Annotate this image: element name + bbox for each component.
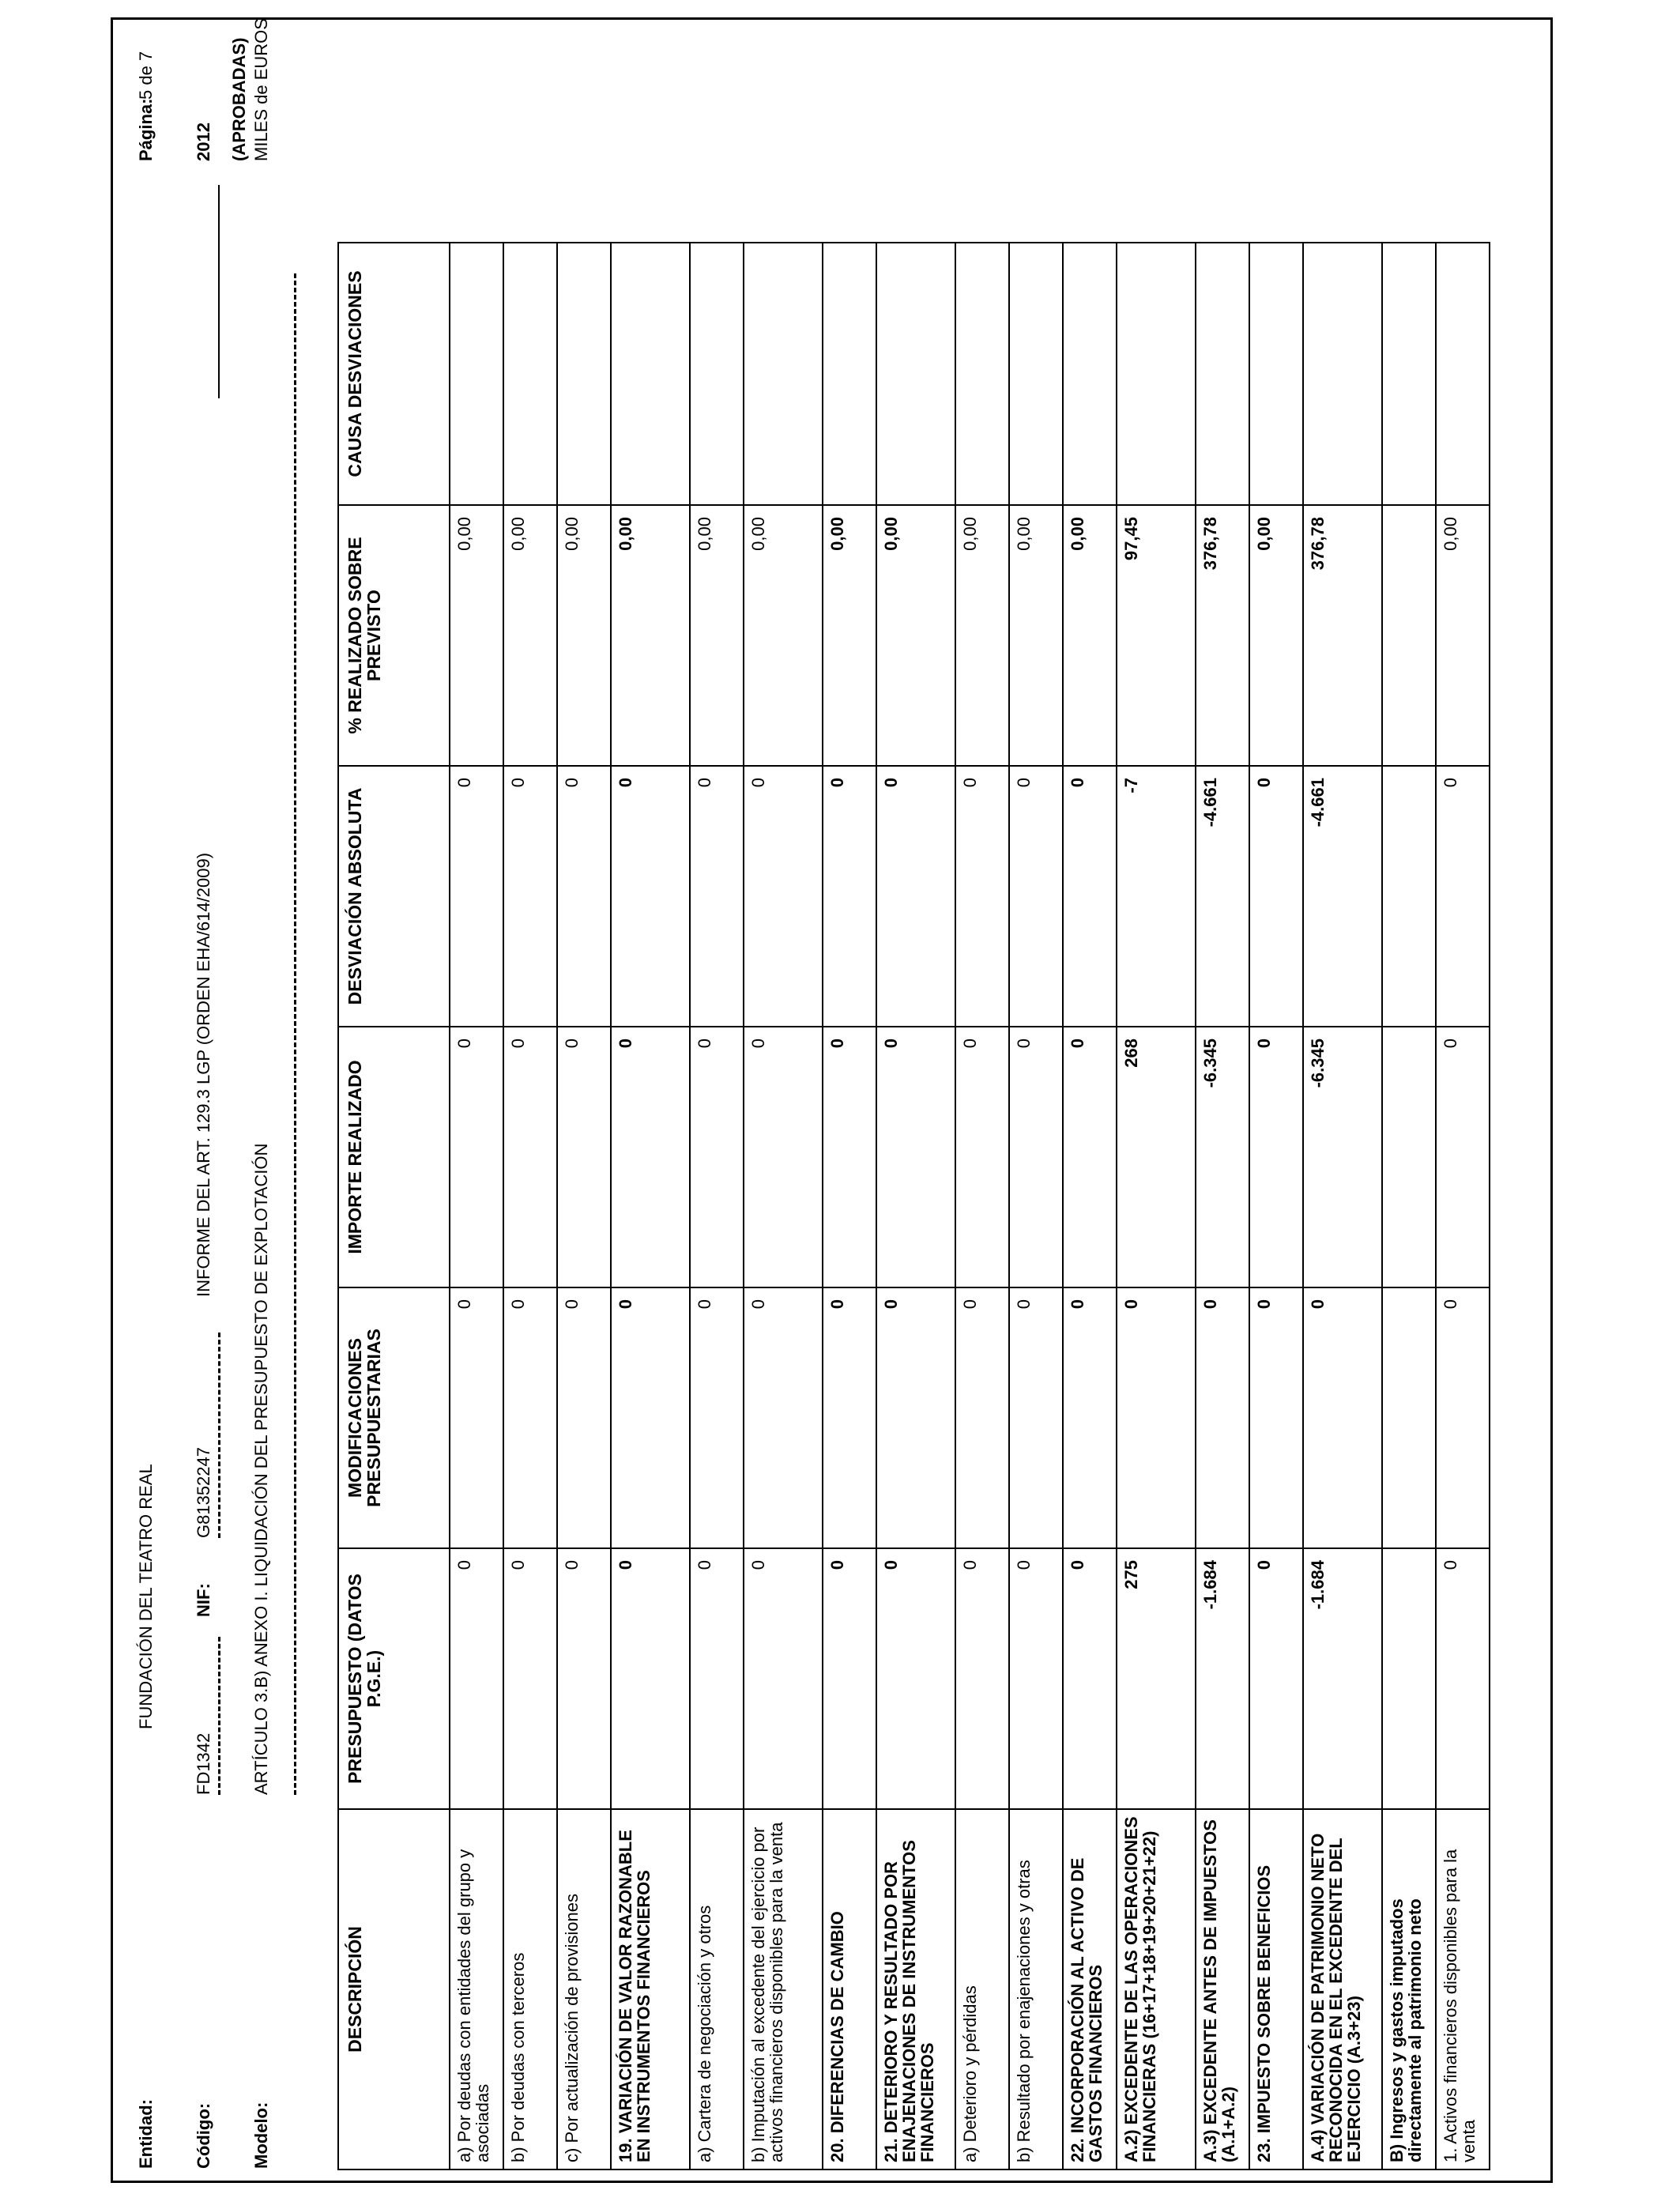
- table-row: [955, 243, 1009, 2169]
- row-causa: [955, 243, 1009, 505]
- row-desviacion: 0: [557, 766, 611, 1027]
- row-causa: [876, 243, 955, 505]
- header-porcentaje: % REALIZADO SOBRE PREVISTO: [338, 505, 450, 766]
- row-modificaciones: 0: [1196, 1287, 1249, 1548]
- modelo-value: ARTÍCULO 3.B) ANEXO I. LIQUIDACIÓN DEL PRESUPUESTO DE EXPLOTACIÓN: [251, 1143, 271, 1795]
- entidad-value: FUNDACIÓN DEL TEATRO REAL: [136, 1464, 156, 1729]
- row-desviacion: 0: [1063, 766, 1117, 1027]
- year-value: 2012: [194, 123, 213, 161]
- row-modificaciones: 0: [744, 1287, 823, 1548]
- row-description: b) Resultado por enajenaciones y otras: [1009, 1809, 1063, 2169]
- row-importe: 0: [1063, 1027, 1117, 1287]
- row-modificaciones: 0: [1063, 1287, 1117, 1548]
- header-causa: CAUSA DESVIACIONES: [338, 243, 450, 505]
- row-importe: 0: [1009, 1027, 1063, 1287]
- row-presupuesto: 0: [611, 1548, 690, 1809]
- row-presupuesto: 0: [823, 1548, 876, 1809]
- table-row: [1117, 243, 1196, 2169]
- row-presupuesto: 0: [450, 1548, 503, 1809]
- row-porcentaje: 97,45: [1117, 505, 1196, 766]
- table-row: [876, 243, 955, 2169]
- row-presupuesto: 0: [876, 1548, 955, 1809]
- row-presupuesto: 0: [1249, 1548, 1303, 1809]
- row-modificaciones: 0: [1436, 1287, 1490, 1548]
- row-desviacion: 0: [450, 766, 503, 1027]
- row-description: 1. Activos financieros disponibles para la venta: [1436, 1809, 1490, 2169]
- row-modificaciones: 0: [876, 1287, 955, 1548]
- row-presupuesto: -1.684: [1196, 1548, 1249, 1809]
- row-porcentaje: 0,00: [690, 505, 744, 766]
- row-porcentaje: 0,00: [744, 505, 823, 766]
- row-causa: [1063, 243, 1117, 505]
- row-presupuesto: 0: [1063, 1548, 1117, 1809]
- informe-title: INFORME DEL ART. 129.3 LGP (ORDEN EHA/614/2009): [194, 852, 213, 1297]
- row-desviacion: 0: [1249, 766, 1303, 1027]
- row-causa: [1117, 243, 1196, 505]
- row-porcentaje: 0,00: [611, 505, 690, 766]
- row-causa: [1196, 243, 1249, 505]
- pagina-label: Página:: [136, 98, 156, 161]
- codigo-label: Código:: [194, 2102, 213, 2169]
- row-importe: 0: [450, 1027, 503, 1287]
- row-presupuesto: 0: [503, 1548, 557, 1809]
- row-porcentaje: 0,00: [1436, 505, 1490, 766]
- row-causa: [744, 243, 823, 505]
- row-presupuesto: 0: [690, 1548, 744, 1809]
- row-porcentaje: 0,00: [1009, 505, 1063, 766]
- row-desviacion: 0: [955, 766, 1009, 1027]
- nif-label: NIF:: [194, 1583, 213, 1617]
- row-causa: [1009, 243, 1063, 505]
- row-causa: [823, 243, 876, 505]
- row-description: B) Ingresos y gastos imputados directamente al patrimonio neto: [1382, 1809, 1436, 2169]
- row-causa: [450, 243, 503, 505]
- row-description: a) Por deudas con entidades del grupo y asociadas: [450, 1809, 503, 2169]
- row-porcentaje: 0,00: [503, 505, 557, 766]
- row-desviacion: -4.661: [1196, 766, 1249, 1027]
- row-modificaciones: 0: [557, 1287, 611, 1548]
- header-desviacion: DESVIACIÓN ABSOLUTA: [338, 766, 450, 1027]
- row-modificaciones: 0: [1009, 1287, 1063, 1548]
- row-importe: 0: [557, 1027, 611, 1287]
- row-importe: 0: [823, 1027, 876, 1287]
- row-modificaciones: 0: [1249, 1287, 1303, 1548]
- row-presupuesto: [1382, 1548, 1436, 1809]
- row-desviacion: 0: [1009, 766, 1063, 1027]
- row-porcentaje: [1382, 505, 1436, 766]
- row-porcentaje: 376,78: [1303, 505, 1382, 766]
- row-modificaciones: 0: [503, 1287, 557, 1548]
- modelo-underline: [294, 273, 296, 1795]
- modelo-label: Modelo:: [251, 2102, 271, 2169]
- row-importe: -6.345: [1196, 1027, 1249, 1287]
- aprobadas-label: (APROBADAS): [229, 37, 249, 161]
- units-label: MILES de EUROS: [251, 18, 271, 161]
- codigo-underline: [218, 1637, 220, 1795]
- row-description: a) Cartera de negociación y otros: [690, 1809, 744, 2169]
- row-porcentaje: 0,00: [955, 505, 1009, 766]
- row-description: b) Imputación al excedente del ejercicio por activos financieros disponibles para la venta: [744, 1809, 823, 2169]
- row-desviacion: [1382, 766, 1436, 1027]
- row-modificaciones: [1382, 1287, 1436, 1548]
- table-row: [450, 243, 503, 2169]
- nif-underline: [218, 1333, 220, 1538]
- row-presupuesto: -1.684: [1303, 1548, 1382, 1809]
- row-importe: 0: [690, 1027, 744, 1287]
- table-row: [1436, 243, 1490, 2169]
- row-description: A.2) EXCEDENTE DE LAS OPERACIONES FINANCIERAS (16+17+18+19+20+21+22): [1117, 1809, 1196, 2169]
- row-importe: 0: [876, 1027, 955, 1287]
- row-modificaciones: 0: [1117, 1287, 1196, 1548]
- table-body: [450, 243, 1490, 2169]
- row-porcentaje: 0,00: [450, 505, 503, 766]
- row-importe: 0: [744, 1027, 823, 1287]
- header-descripcion: DESCRIPCIÓN: [338, 1809, 450, 2169]
- row-description: 21. DETERIORO Y RESULTADO POR ENAJENACIONES DE INSTRUMENTOS FINANCIEROS: [876, 1809, 955, 2169]
- row-desviacion: 0: [744, 766, 823, 1027]
- table-row: [503, 243, 557, 2169]
- row-modificaciones: 0: [690, 1287, 744, 1548]
- row-importe: 0: [1436, 1027, 1490, 1287]
- informe-underline: [218, 185, 220, 398]
- row-desviacion: 0: [876, 766, 955, 1027]
- table-row: [1303, 243, 1382, 2169]
- row-desviacion: -7: [1117, 766, 1196, 1027]
- row-causa: [557, 243, 611, 505]
- row-causa: [690, 243, 744, 505]
- row-importe: [1382, 1027, 1436, 1287]
- row-desviacion: 0: [1436, 766, 1490, 1027]
- table-row: [1063, 243, 1117, 2169]
- row-presupuesto: 275: [1117, 1548, 1196, 1809]
- row-presupuesto: 0: [1436, 1548, 1490, 1809]
- row-desviacion: 0: [611, 766, 690, 1027]
- table-row: [1382, 243, 1436, 2169]
- table-row: [611, 243, 690, 2169]
- row-causa: [611, 243, 690, 505]
- row-porcentaje: 0,00: [823, 505, 876, 766]
- table-row: [557, 243, 611, 2169]
- table-row: [1249, 243, 1303, 2169]
- codigo-value: FD1342: [194, 1732, 213, 1795]
- row-description: 19. VARIACIÓN DE VALOR RAZONABLE EN INSTRUMENTOS FINANCIEROS: [611, 1809, 690, 2169]
- entidad-label: Entidad:: [136, 2099, 156, 2169]
- row-porcentaje: 0,00: [1063, 505, 1117, 766]
- row-desviacion: -4.661: [1303, 766, 1382, 1027]
- row-importe: 0: [611, 1027, 690, 1287]
- row-importe: 0: [503, 1027, 557, 1287]
- row-desviacion: 0: [823, 766, 876, 1027]
- pagina-value: 5 de 7: [136, 51, 156, 100]
- row-causa: [503, 243, 557, 505]
- header-importe: IMPORTE REALIZADO: [338, 1027, 450, 1287]
- nif-value: G81352247: [194, 1447, 213, 1538]
- row-causa: [1436, 243, 1490, 505]
- row-modificaciones: 0: [450, 1287, 503, 1548]
- row-porcentaje: 0,00: [876, 505, 955, 766]
- row-causa: [1249, 243, 1303, 505]
- row-causa: [1382, 243, 1436, 505]
- row-desviacion: 0: [690, 766, 744, 1027]
- row-causa: [1303, 243, 1382, 505]
- row-description: a) Deterioro y pérdidas: [955, 1809, 1009, 2169]
- row-modificaciones: 0: [823, 1287, 876, 1548]
- row-description: A.3) EXCEDENTE ANTES DE IMPUESTOS (A.1+A.2): [1196, 1809, 1249, 2169]
- row-desviacion: 0: [503, 766, 557, 1027]
- row-presupuesto: 0: [557, 1548, 611, 1809]
- row-presupuesto: 0: [744, 1548, 823, 1809]
- table-row: [1196, 243, 1249, 2169]
- row-importe: 268: [1117, 1027, 1196, 1287]
- table-row: [1009, 243, 1063, 2169]
- row-description: 22. INCORPORACIÓN AL ACTIVO DE GASTOS FINANCIEROS: [1063, 1809, 1117, 2169]
- row-porcentaje: 0,00: [1249, 505, 1303, 766]
- header-modificaciones: MODIFICACIONES PRESUPUESTARIAS: [338, 1287, 450, 1548]
- row-modificaciones: 0: [955, 1287, 1009, 1548]
- row-description: 23. IMPUESTO SOBRE BENEFICIOS: [1249, 1809, 1303, 2169]
- header-presupuesto: PRESUPUESTO (DATOS P.G.E.): [338, 1548, 450, 1809]
- row-porcentaje: 376,78: [1196, 505, 1249, 766]
- table-row: [823, 243, 876, 2169]
- row-presupuesto: 0: [955, 1548, 1009, 1809]
- row-description: A.4) VARIACIÓN DE PATRIMONIO NETO RECONOCIDA EN EL EXCEDENTE DEL EJERCICIO (A.3+23): [1303, 1809, 1382, 2169]
- table-row: [744, 243, 823, 2169]
- row-description: 20. DIFERENCIAS DE CAMBIO: [823, 1809, 876, 2169]
- row-description: b) Por deudas con terceros: [503, 1809, 557, 2169]
- row-porcentaje: 0,00: [557, 505, 611, 766]
- row-modificaciones: 0: [611, 1287, 690, 1548]
- table-row: [690, 243, 744, 2169]
- budget-table: [337, 242, 1490, 2170]
- row-presupuesto: 0: [1009, 1548, 1063, 1809]
- row-description: c) Por actualización de provisiones: [557, 1809, 611, 2169]
- row-importe: 0: [955, 1027, 1009, 1287]
- row-importe: 0: [1249, 1027, 1303, 1287]
- row-importe: -6.345: [1303, 1027, 1382, 1287]
- row-modificaciones: 0: [1303, 1287, 1382, 1548]
